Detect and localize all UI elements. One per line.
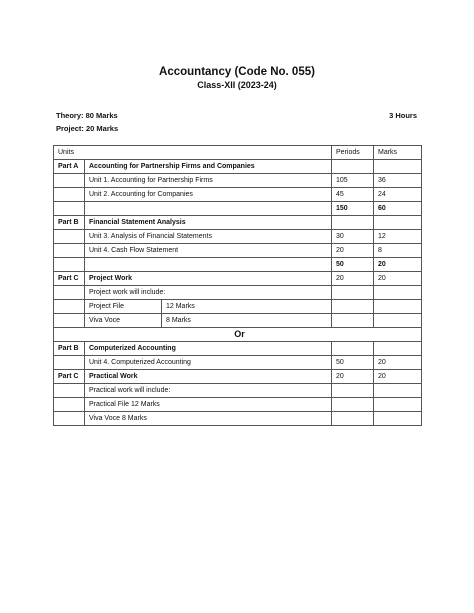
total-periods: 150 [332, 202, 374, 216]
unit-label: Practical File 12 Marks [85, 398, 332, 412]
syllabus-table [53, 145, 422, 426]
part-title: Project Work [85, 272, 332, 286]
total-marks: 20 [374, 258, 422, 272]
header-marks: Marks [374, 146, 422, 160]
table-row [54, 398, 422, 412]
table-row [54, 272, 422, 286]
component-label: Project File [85, 300, 162, 314]
unit-label: Unit 4. Computerized Accounting [85, 356, 332, 370]
table-row [54, 258, 422, 272]
unit-marks: 24 [374, 188, 422, 202]
unit-periods: 20 [332, 244, 374, 258]
table-row [54, 314, 422, 328]
unit-label: Unit 2. Accounting for Companies [85, 188, 332, 202]
unit-label: Unit 3. Analysis of Financial Statements [85, 230, 332, 244]
table-row [54, 384, 422, 398]
table-row [54, 286, 422, 300]
total-periods: 50 [332, 258, 374, 272]
unit-periods: 20 [332, 272, 374, 286]
unit-label: Unit 1. Accounting for Partnership Firms [85, 174, 332, 188]
table-row [54, 300, 422, 314]
unit-marks: 36 [374, 174, 422, 188]
or-row [54, 328, 422, 342]
part-title: Practical Work [85, 370, 332, 384]
header-units: Units [54, 146, 332, 160]
duration-hours: 3 Hours [389, 111, 417, 120]
part-label: Part C [54, 370, 85, 384]
table-row [54, 412, 422, 426]
unit-marks: 12 [374, 230, 422, 244]
table-row [54, 202, 422, 216]
unit-periods: 20 [332, 370, 374, 384]
table-row [54, 230, 422, 244]
unit-periods: 30 [332, 230, 374, 244]
table-row [54, 160, 422, 174]
document-subtitle: Class-XII (2023-24) [197, 80, 277, 90]
project-marks: Project: 20 Marks [56, 124, 119, 133]
component-label: Viva Voce [85, 314, 162, 328]
component-marks: 12 Marks [162, 300, 332, 314]
table-row [54, 174, 422, 188]
unit-marks: 20 [374, 356, 422, 370]
part-title: Accounting for Partnership Firms and Companies [85, 160, 332, 174]
table-row [54, 216, 422, 230]
unit-periods: 45 [332, 188, 374, 202]
table-row [54, 356, 422, 370]
unit-label: Unit 4. Cash Flow Statement [85, 244, 332, 258]
unit-marks: 20 [374, 272, 422, 286]
unit-periods: 105 [332, 174, 374, 188]
part-label: Part B [54, 216, 85, 230]
table-row [54, 188, 422, 202]
unit-label: Project work will include: [85, 286, 332, 300]
total-marks: 60 [374, 202, 422, 216]
component-marks: 8 Marks [162, 314, 332, 328]
table-row [54, 342, 422, 356]
table-row [54, 370, 422, 384]
unit-marks: 20 [374, 370, 422, 384]
unit-marks: 8 [374, 244, 422, 258]
document-title: Accountancy (Code No. 055) [159, 66, 315, 78]
unit-label: Practical work will include: [85, 384, 332, 398]
part-label: Part B [54, 342, 85, 356]
table-row [54, 244, 422, 258]
unit-label: Viva Voce 8 Marks [85, 412, 332, 426]
part-title: Financial Statement Analysis [85, 216, 332, 230]
unit-periods: 50 [332, 356, 374, 370]
table-header-row [54, 146, 422, 160]
part-title: Computerized Accounting [85, 342, 332, 356]
or-separator: Or [54, 328, 422, 342]
header-periods: Periods [332, 146, 374, 160]
part-label: Part C [54, 272, 85, 286]
theory-marks: Theory: 80 Marks [56, 111, 118, 120]
part-label: Part A [54, 160, 85, 174]
